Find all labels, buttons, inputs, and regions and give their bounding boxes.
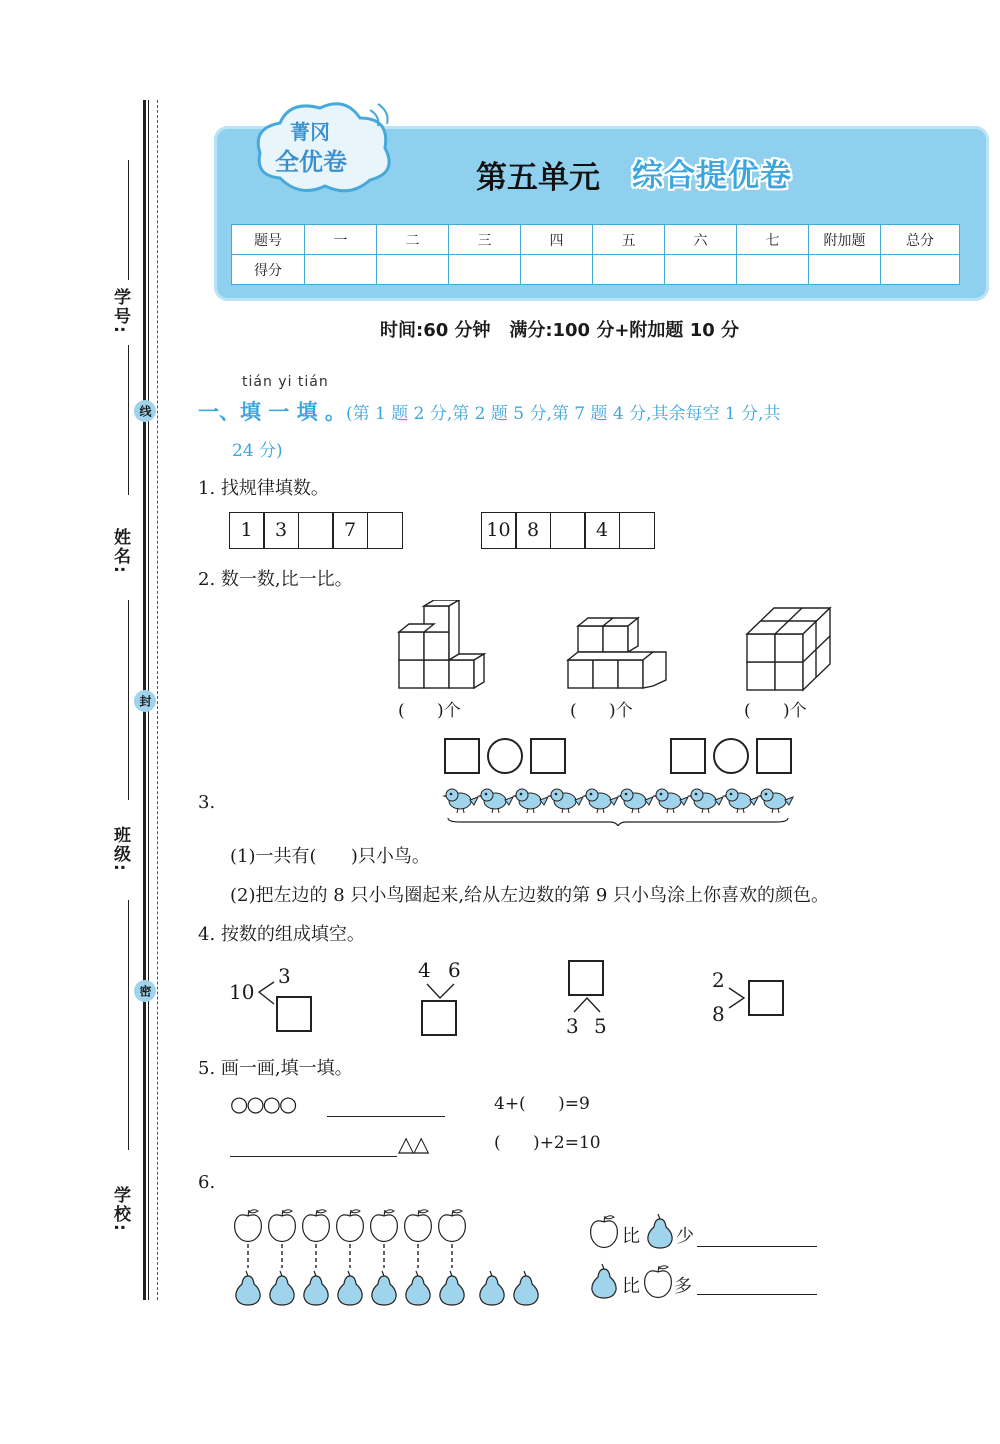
compare-circle[interactable] xyxy=(713,738,749,774)
compare-box[interactable] xyxy=(670,738,706,774)
pear-icon xyxy=(588,1262,620,1300)
binding-cut-line xyxy=(157,100,158,1300)
score-cell: 二 xyxy=(377,225,449,255)
class-label: 班级: xyxy=(110,826,130,873)
score-input-cell[interactable] xyxy=(521,255,593,285)
seq-blank-box[interactable] xyxy=(298,512,334,549)
seq-blank-box[interactable] xyxy=(619,512,655,549)
paper-title: 综合提优卷 xyxy=(632,158,792,194)
score-cell: 得分 xyxy=(232,255,305,285)
section1-pinyin: tián yi tián xyxy=(242,374,329,390)
compare-box[interactable] xyxy=(444,738,480,774)
score-table-score-row xyxy=(232,255,960,285)
compare-circle[interactable] xyxy=(487,738,523,774)
seal-mi: 密 xyxy=(134,980,156,1002)
q3-label: 3. xyxy=(198,792,216,813)
section1-title: 一、填 一 填 。 xyxy=(198,399,346,424)
comp3-blank[interactable] xyxy=(568,960,604,996)
name-blank xyxy=(128,600,129,800)
score-cell: 四 xyxy=(521,225,593,255)
score-input-cell[interactable] xyxy=(665,255,737,285)
q5-draw-line-1[interactable] xyxy=(327,1116,445,1117)
cmp2-word: 比 xyxy=(622,1276,640,1297)
comp1-part: 3 xyxy=(278,964,291,988)
q2-label: 2. 数一数,比一比。 xyxy=(198,569,353,590)
comp3-left: 3 xyxy=(566,1014,579,1038)
bird-row xyxy=(440,784,795,826)
apple-icon xyxy=(588,1214,620,1250)
q4-label: 4. 按数的组成填空。 xyxy=(198,924,365,945)
logo-text-1: 菁冈 xyxy=(290,120,330,144)
score-input-cell[interactable] xyxy=(809,255,881,285)
cube-stack-3 xyxy=(744,604,839,692)
score-cell: 一 xyxy=(305,225,377,255)
student-id-blank xyxy=(128,160,129,280)
q5-draw-line-2[interactable] xyxy=(230,1156,397,1157)
score-input-cell[interactable] xyxy=(881,255,960,285)
section1-header xyxy=(198,396,781,426)
section1-note2: 24 分) xyxy=(232,441,283,461)
q2-answer-3[interactable]: ( )个 xyxy=(744,701,807,721)
q1-label: 1. 找规律填数。 xyxy=(198,478,329,499)
q5-label: 5. 画一画,填一填。 xyxy=(198,1058,353,1079)
seq-box: 3 xyxy=(263,512,299,549)
score-cell: 三 xyxy=(449,225,521,255)
score-cell: 附加题 xyxy=(809,225,881,255)
score-cell: 五 xyxy=(593,225,665,255)
seq-box: 1 xyxy=(229,512,265,549)
seq-box: 8 xyxy=(515,512,551,549)
class-blank xyxy=(128,900,129,1150)
name-label: 姓名: xyxy=(110,528,130,575)
cube-stack-2 xyxy=(565,616,670,692)
score-table-header-row xyxy=(232,225,960,255)
logo-text-2: 全优卷 xyxy=(275,148,347,176)
seal-feng: 封 xyxy=(134,690,156,712)
school-label: 学校: xyxy=(110,1186,130,1233)
comp1-blank[interactable] xyxy=(276,996,312,1032)
score-input-cell[interactable] xyxy=(593,255,665,285)
score-input-cell[interactable] xyxy=(737,255,809,285)
score-input-cell[interactable] xyxy=(305,255,377,285)
seq-box: 10 xyxy=(481,512,517,549)
q3-sub1: (1)一共有( )只小鸟。 xyxy=(230,846,430,867)
comp1-total: 10 xyxy=(229,980,255,1004)
seal-xian: 线 xyxy=(134,400,156,422)
score-input-cell[interactable] xyxy=(449,255,521,285)
merge-lines-2 xyxy=(424,982,458,1000)
comp3-right: 5 xyxy=(594,1014,607,1038)
q6-label: 6. xyxy=(198,1172,216,1193)
comp4-top: 2 xyxy=(712,968,725,992)
cube-stack-1 xyxy=(396,600,496,692)
split-lines-3 xyxy=(570,996,604,1014)
cmp2-word-end: 多 xyxy=(674,1276,692,1297)
score-cell: 七 xyxy=(737,225,809,255)
comp2-blank[interactable] xyxy=(421,1000,457,1036)
score-cell: 总分 xyxy=(881,225,960,255)
comp4-bottom: 8 xyxy=(712,1002,725,1026)
student-id-label: 学号: xyxy=(110,288,130,335)
comp4-blank[interactable] xyxy=(748,980,784,1016)
cmp2-answer-line[interactable] xyxy=(697,1294,817,1295)
seq-box: 7 xyxy=(332,512,368,549)
seq-box: 4 xyxy=(584,512,620,549)
cmp1-word: 比 xyxy=(622,1226,640,1247)
q2-answer-1[interactable]: ( )个 xyxy=(398,701,461,721)
apple-icon xyxy=(642,1264,674,1300)
score-cell: 六 xyxy=(665,225,737,255)
comp2-right: 6 xyxy=(448,958,461,982)
time-info: 时间:60 分钟 满分:100 分+附加题 10 分 xyxy=(380,320,740,341)
section1-note: (第 1 题 2 分,第 2 题 5 分,第 7 题 4 分,其余每空 1 分,共 xyxy=(345,404,781,424)
name-blank-upper xyxy=(128,345,129,495)
q2-answer-2[interactable]: ( )个 xyxy=(570,701,633,721)
compare-box[interactable] xyxy=(530,738,566,774)
score-input-cell[interactable] xyxy=(377,255,449,285)
compare-box[interactable] xyxy=(756,738,792,774)
score-cell: 题号 xyxy=(232,225,305,255)
seq-blank-box[interactable] xyxy=(367,512,403,549)
merge-lines-4 xyxy=(726,986,748,1012)
q5-circles: ○○○○ xyxy=(230,1092,296,1116)
comp2-left: 4 xyxy=(418,958,431,982)
apple-pear-rows xyxy=(226,1204,546,1308)
q5-equation-2: ( )+2=10 xyxy=(494,1133,601,1153)
q1-sequence-2 xyxy=(482,512,655,549)
q5-triangles: △△ xyxy=(398,1132,429,1156)
split-lines-1 xyxy=(256,978,276,1008)
q5-equation-1: 4+( )=9 xyxy=(494,1094,590,1114)
pear-icon xyxy=(644,1212,676,1250)
q1-sequence-1 xyxy=(230,512,403,549)
cmp1-answer-line[interactable] xyxy=(697,1246,817,1247)
score-table xyxy=(231,224,960,285)
seq-blank-box[interactable] xyxy=(550,512,586,549)
cmp1-word-end: 少 xyxy=(676,1226,694,1247)
q3-sub2: (2)把左边的 8 只小鸟圈起来,给从左边数的第 9 只小鸟涂上你喜欢的颜色。 xyxy=(230,885,830,906)
unit-title: 第五单元 xyxy=(476,160,600,196)
